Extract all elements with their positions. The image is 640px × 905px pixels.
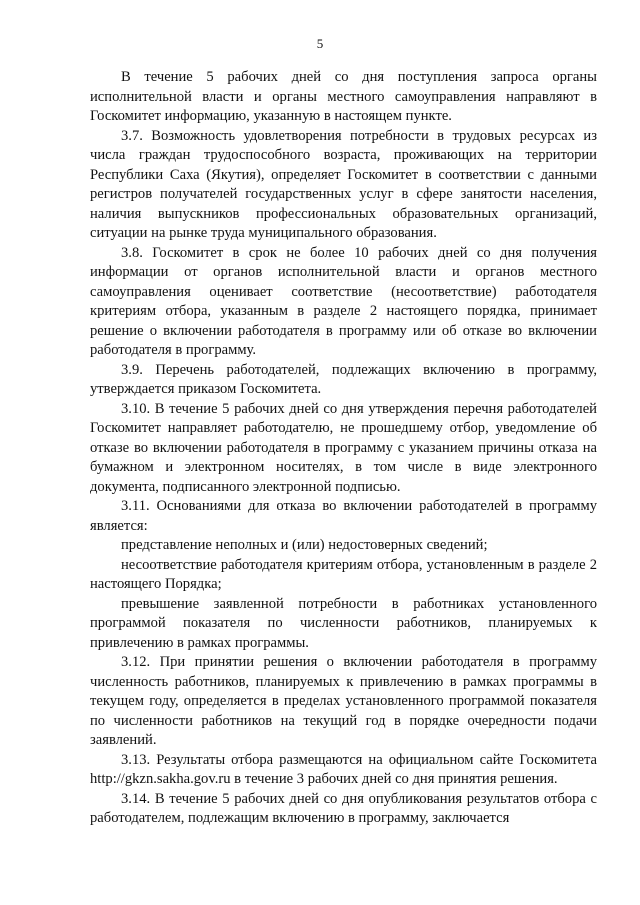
document-body: [90, 68, 597, 829]
paragraph-3-9: 3.9. Перечень работодателей, подлежащих включению в программу, утверждается приказом Госкомитета.: [90, 361, 597, 397]
refusal-ground-incomplete-info: представление неполных и (или) недостоверных сведений;: [121, 537, 488, 553]
paragraph-3-12: 3.12. При принятии решения о включении работодателя в программу численность работников, планируемых к привлечению в рамках программы в текущем году, определяется в пределах установленного программой показателя по численности работников на текущий год в порядке очередности подачи заявлений.: [90, 654, 597, 748]
paragraph-3-11: 3.11. Основаниями для отказа во включении работодателей в программу является:: [90, 498, 597, 534]
paragraph-3-7: 3.7. Возможность удовлетворения потребности в трудовых ресурсах из числа граждан трудоспособного возраста, проживающих на территории Республики Саха (Якутия), определяет Госкомитет в соответствии с данными регистров получателей государственных услуг в сфере занятости населения, наличия выпускников профессиональных образовательных организаций, ситуации на рынке труда муниципального образования.: [90, 127, 597, 241]
refusal-ground-quota-exceeded: превышение заявленной потребности в работниках установленного программой показателя по численности работников, планируемых к привлечению в рамках программы.: [90, 595, 597, 651]
paragraph-3-8: 3.8. Госкомитет в срок не более 10 рабочих дней со дня получения информации от органов исполнительной власти и органов местного самоуправления оценивает соответствие (несоответствие) работодателя критериям отбора, указанным в разделе 2 настоящего порядка, принимает решение о включении работодателя в программу или об отказе во включении работодателя в программу.: [90, 244, 597, 358]
paragraph-3-14: 3.14. В течение 5 рабочих дней со дня опубликования результатов отбора с работодателем, подлежащим включению в программу, заключается: [90, 790, 597, 826]
page-number: 5: [316, 36, 324, 51]
refusal-ground-criteria-mismatch: несоответствие работодателя критериям отбора, установленным в разделе 2 настоящего Порядка;: [90, 556, 597, 592]
paragraph-3-13: 3.13. Результаты отбора размещаются на официальном сайте Госкомитета http://gkzn.sakha.gov.ru в течение 3 рабочих дней со дня принятия решения.: [90, 751, 597, 787]
paragraph-3-10: 3.10. В течение 5 рабочих дней со дня утверждения перечня работодателей Госкомитет направляет работодателю, не прошедшему отбор, уведомление об отказе во включении работодателя в программу с указанием причины отказа на бумажном и электронном носителях, в том числе в виде электронного документа, подписанного электронной подписью.: [90, 400, 597, 495]
paragraph-submission-deadline: В течение 5 рабочих дней со дня поступления запроса органы исполнительной власти и органы местного самоуправления направляют в Госкомитет информацию, указанную в настоящем пункте.: [90, 69, 597, 124]
